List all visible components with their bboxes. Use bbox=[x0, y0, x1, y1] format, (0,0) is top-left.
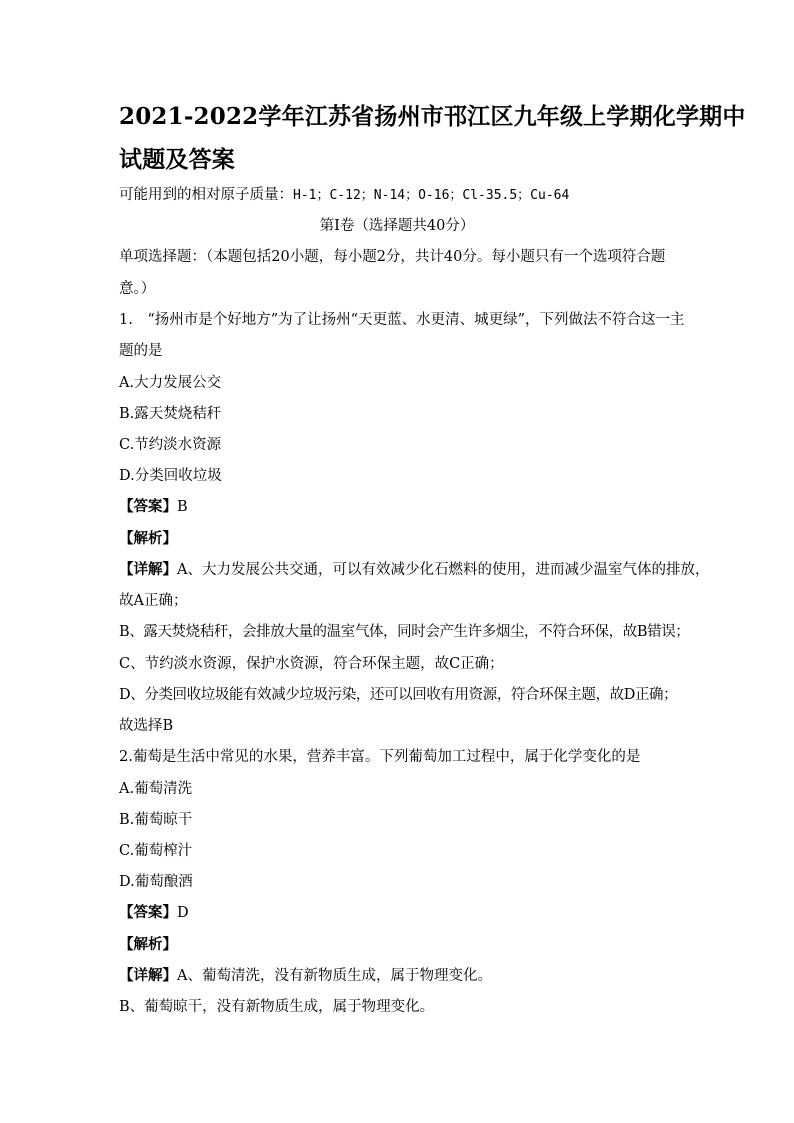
question-1-option-b: B.露天焚烧秸秆 bbox=[119, 406, 222, 422]
section-heading: 第Ⅰ卷（选择题共40分） bbox=[319, 218, 475, 234]
instructions-line-1: 单项选择题：（本题包括20小题，每小题2分，共计40分。每小题只有一个选项符合题 bbox=[119, 249, 666, 265]
detail-tag: 【详解】 bbox=[119, 967, 177, 984]
detail-text: A、大力发展公共交通，可以有效减少化石燃料的使用，进而减少温室气体的排放， bbox=[177, 562, 710, 578]
detail-text: A、葡萄清洗，没有新物质生成，属于物理变化。 bbox=[177, 968, 492, 984]
document-title-line-1: 2021-2022学年江苏省扬州市邗江区九年级上学期化学期中 bbox=[119, 103, 746, 130]
question-1-detail-line-3: B、露天焚烧秸秆，会排放大量的温室气体，同时会产生许多烟尘，不符合环保，故B错误； bbox=[119, 624, 690, 640]
detail-tag: 【详解】 bbox=[119, 561, 177, 578]
question-2-option-b: B.葡萄晾干 bbox=[119, 812, 193, 828]
question-2-stem-line-1: 2.葡萄是生活中常见的水果，营养丰富。下列葡萄加工过程中，属于化学变化的是 bbox=[119, 749, 641, 765]
question-2-detail-line-1 bbox=[119, 966, 492, 986]
question-2-option-d: D.葡萄酿酒 bbox=[119, 874, 193, 890]
atomic-mass-label: 可能用到的相对原子质量： bbox=[119, 187, 293, 203]
question-1-detail-line-4: C、节约淡水资源，保护水资源，符合环保主题，故C正确； bbox=[119, 656, 504, 672]
document-title-line-2: 试题及答案 bbox=[119, 146, 235, 173]
question-1-detail-line-6: 故选择B bbox=[119, 718, 174, 734]
question-1-option-a: A.大力发展公交 bbox=[119, 375, 222, 391]
answer-tag: 【答案】 bbox=[119, 498, 177, 515]
question-2-option-a: A.葡萄清洗 bbox=[119, 781, 193, 797]
instructions-line-2: 意。） bbox=[119, 281, 156, 297]
question-2-option-c: C.葡萄榨汁 bbox=[119, 843, 193, 859]
answer-value: D bbox=[177, 905, 189, 921]
question-1-option-c: C.节约淡水资源 bbox=[119, 437, 222, 453]
atomic-mass-values: H-1；C-12；N-14；O-16；Cl-35.5；Cu-64 bbox=[293, 188, 570, 203]
question-2-analysis-tag: 【解析】 bbox=[119, 936, 177, 953]
question-2-detail-line-2: B、葡萄晾干，没有新物质生成，属于物理变化。 bbox=[119, 999, 435, 1015]
question-1-detail-line-5: D、分类回收垃圾能有效减少垃圾污染，还可以回收有用资源，符合环保主题，故D正确； bbox=[119, 687, 678, 703]
answer-tag: 【答案】 bbox=[119, 904, 177, 921]
question-2-answer bbox=[119, 903, 189, 923]
question-1-analysis-tag: 【解析】 bbox=[119, 530, 177, 547]
answer-value: B bbox=[177, 499, 188, 515]
question-1-answer bbox=[119, 497, 188, 517]
question-1-detail-line-1 bbox=[119, 560, 709, 580]
question-1-stem-line-2: 题的是 bbox=[119, 343, 163, 359]
question-1-stem-line-1: 1. “扬州市是个好地方”为了让扬州“天更蓝、水更清、城更绿”，下列做法不符合这一主 bbox=[119, 312, 685, 328]
question-1-detail-line-2: 故A正确； bbox=[119, 593, 188, 609]
question-1-option-d: D.分类回收垃圾 bbox=[119, 468, 222, 484]
atomic-mass-line bbox=[119, 185, 569, 206]
